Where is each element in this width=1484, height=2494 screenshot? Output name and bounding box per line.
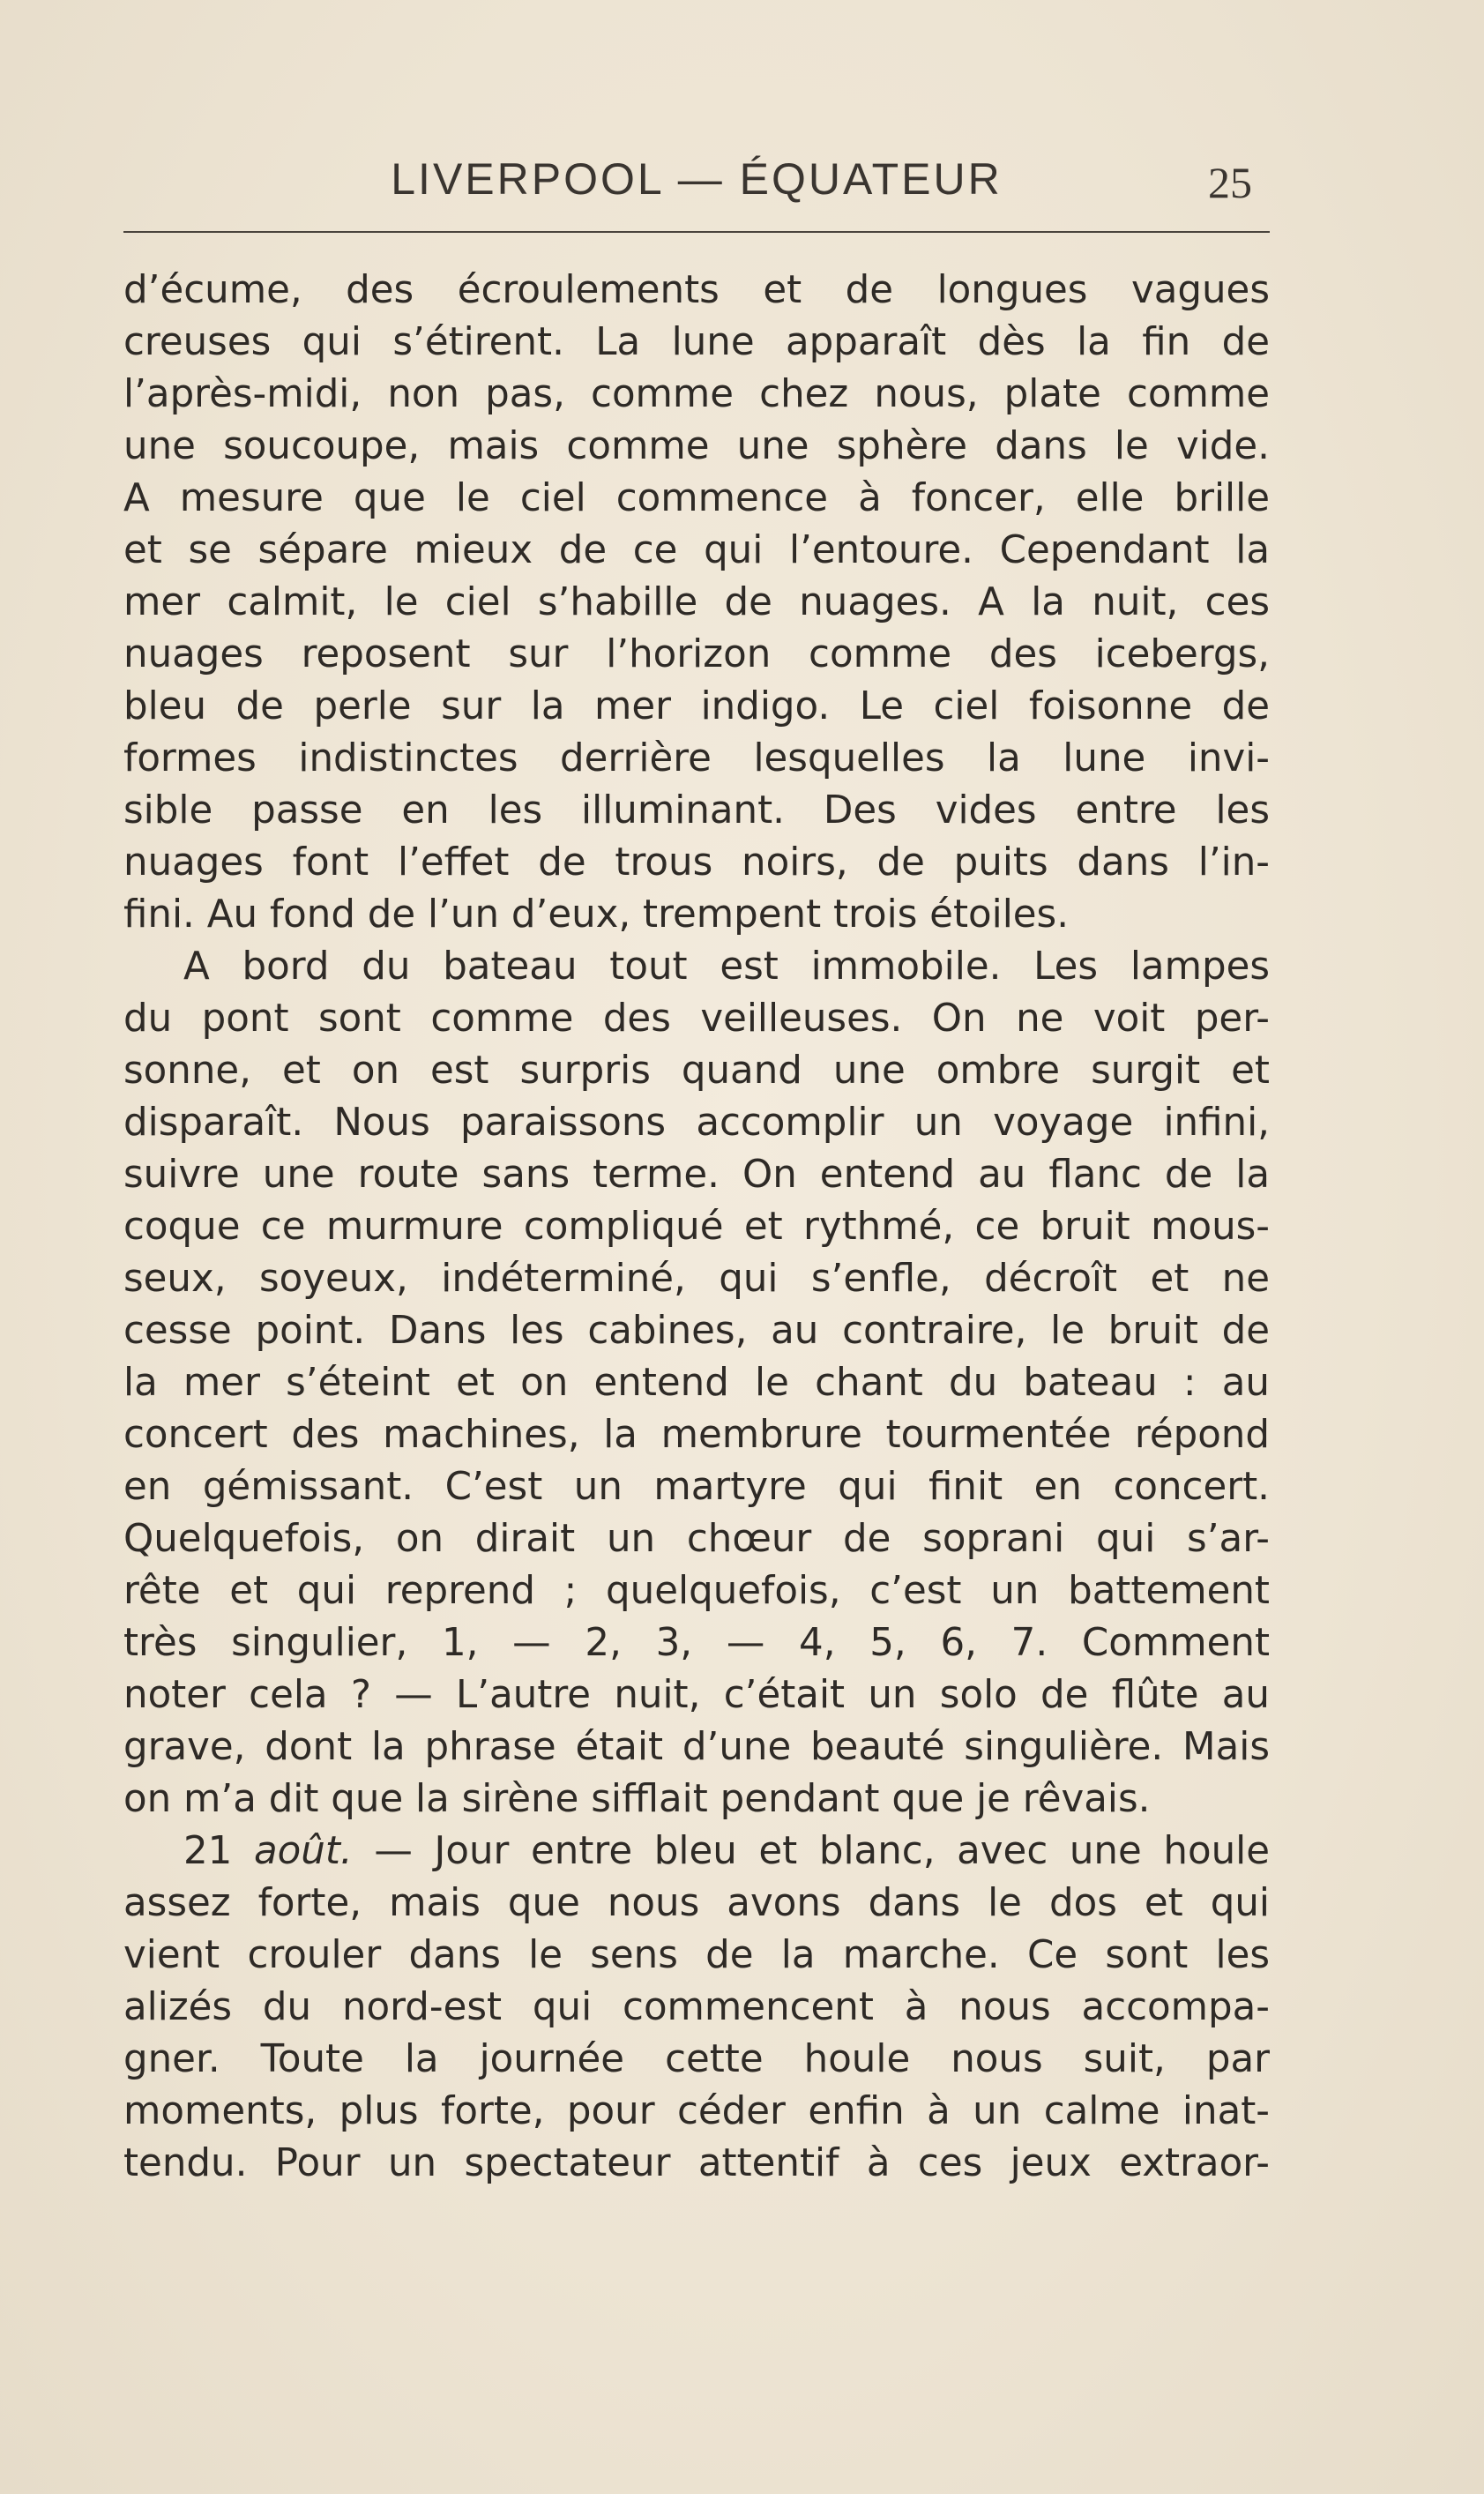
- text-line: concert des machines, la membrure tourmentée répond: [123, 1413, 1270, 1457]
- text-line: Quelquefois, on dirait un chœur de soprani qui s’ar-: [123, 1517, 1270, 1561]
- text-line: rête et qui reprend ; quelquefois, c’est un battement: [123, 1569, 1270, 1613]
- text-line: moments, plus forte, pour céder enfin à un calme inat-: [123, 2089, 1270, 2133]
- text-line: gner. Toute la journée cette houle nous suit, par: [123, 2037, 1270, 2081]
- text-line: la mer s’éteint et on entend le chant du bateau : au: [123, 1361, 1270, 1405]
- text-line: A mesure que le ciel commence à foncer, elle brille: [123, 476, 1270, 520]
- text-line: noter cela ? — L’autre nuit, c’était un solo de flûte au: [123, 1673, 1270, 1717]
- text-line: et se sépare mieux de ce qui l’entoure. Cependant la: [123, 528, 1270, 572]
- text-line: en gémissant. C’est un martyre qui finit en concert.: [123, 1465, 1270, 1509]
- page-header: [123, 141, 1270, 212]
- header-rule: [123, 231, 1270, 233]
- body-text: [123, 265, 1270, 2190]
- text-line: nuages font l’effet de trous noirs, de puits dans l’in-: [123, 840, 1270, 885]
- text-line: nuages reposent sur l’horizon comme des icebergs,: [123, 632, 1270, 676]
- text-line: coque ce murmure compliqué et rythmé, ce bruit mous-: [123, 1205, 1270, 1249]
- text-line: disparaît. Nous paraissons accomplir un voyage infini,: [123, 1101, 1270, 1145]
- text-line: sible passe en les illuminant. Des vides entre les: [123, 788, 1270, 833]
- text-line: creuses qui s’étirent. La lune apparaît dès la fin de: [123, 320, 1270, 364]
- text-line: grave, dont la phrase était d’une beauté singulière. Mais: [123, 1725, 1270, 1769]
- text-line: l’après-midi, non pas, comme chez nous, plate comme: [123, 372, 1270, 416]
- text-line: formes indistinctes derrière lesquelles la lune invi-: [123, 736, 1270, 780]
- text-line: d’écume, des écroulements et de longues vagues: [123, 268, 1270, 312]
- page-number: 25: [1208, 158, 1252, 207]
- running-title: LIVERPOOL — ÉQUATEUR: [391, 154, 1003, 204]
- text-line: A bord du bateau tout est immobile. Les lampes: [183, 945, 1270, 989]
- text-line: une soucoupe, mais comme une sphère dans le vide.: [123, 424, 1270, 468]
- date-month: août.: [254, 1829, 353, 1873]
- date-line: [123, 1826, 1270, 1878]
- text-line: mer calmit, le ciel s’habille de nuages. A la nuit, ces: [123, 580, 1270, 624]
- date-line-rest: — Jour entre bleu et blanc, avec une houle: [352, 1829, 1271, 1873]
- text-line: assez forte, mais que nous avons dans le dos et qui: [123, 1881, 1270, 1925]
- date-number: 21: [183, 1829, 233, 1873]
- text-line: tendu. Pour un spectateur attentif à ces jeux extraor-: [123, 2141, 1270, 2185]
- text-line: très singulier, 1, — 2, 3, — 4, 5, 6, 7. Comment: [123, 1621, 1270, 1665]
- text-line: fini. Au fond de l’un d’eux, trempent trois étoiles.: [123, 892, 1070, 937]
- text-line: cesse point. Dans les cabines, au contraire, le bruit de: [123, 1309, 1270, 1353]
- text-line: bleu de perle sur la mer indigo. Le ciel foisonne de: [123, 684, 1270, 728]
- text-line: seux, soyeux, indéterminé, qui s’enfle, décroît et ne: [123, 1257, 1270, 1301]
- text-line: suivre une route sans terme. On entend au flanc de la: [123, 1153, 1270, 1197]
- text-line: alizés du nord-est qui commencent à nous accompa-: [123, 1985, 1270, 2029]
- text-line: vient crouler dans le sens de la marche. Ce sont les: [123, 1933, 1270, 1977]
- text-line: du pont sont comme des veilleuses. On ne voit per-: [123, 997, 1270, 1041]
- text-line: on m’a dit que la sirène sifflait pendant que je rêvais.: [123, 1777, 1151, 1821]
- text-line: sonne, et on est surpris quand une ombre surgit et: [123, 1049, 1270, 1093]
